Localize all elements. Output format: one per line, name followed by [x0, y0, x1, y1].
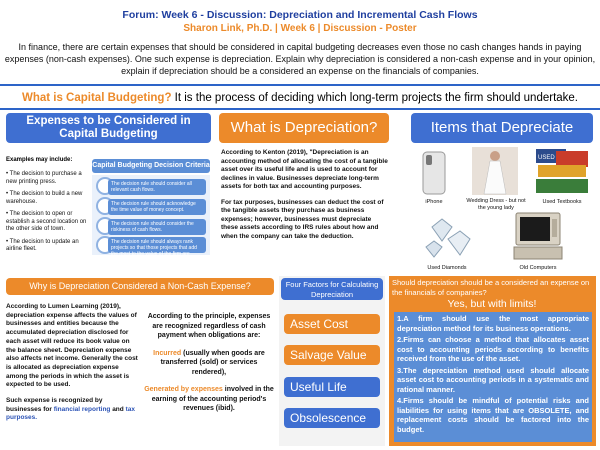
factor-salvage-value: Salvage Value	[284, 345, 380, 365]
diamonds-image	[422, 213, 472, 261]
criteria-item: The decision rule should acknowledge the time value of money concept.	[108, 199, 206, 215]
item-label: Used Diamonds	[427, 265, 467, 271]
generated-text: Generated by expenses involved in the earning of the accounting period's revenues (ibid).	[144, 386, 274, 412]
criteria-item: The decision rule should always rank projects so that those projects that add the most to the value of the firm are ranked highest.	[108, 237, 206, 253]
depreciation-paragraph-1: According to Kenton (2019), "Depreciation is an accounting method of allocating the cost of a tangible asset over its useful life and is used to account for declines in value. Businesses depreciate long-term assets for both tax and accounting purposes.	[221, 149, 388, 190]
expenses-title: Expenses to be Considered in Capital Budgeting	[6, 113, 211, 143]
depreciation-text	[221, 149, 389, 241]
capital-budgeting-question: What is Capital Budgeting?	[21, 92, 172, 104]
capital-budgeting-row	[0, 91, 600, 105]
textbooks-image	[534, 147, 590, 195]
items-title: Items that Depreciate	[411, 113, 593, 143]
examples-label: Examples may include:	[6, 157, 73, 163]
list-item: • The decision to update an airline fleet.	[6, 238, 79, 252]
list-item: • The decision to build a new warehouse.	[6, 191, 83, 205]
factors-title: Four Factors for Calculating Depreciation	[281, 278, 383, 300]
divider	[0, 108, 600, 110]
poster-title: Forum: Week 6 - Discussion: Depreciation and Incremental Cash Flows	[122, 9, 478, 21]
item-label: Old Computers	[519, 265, 557, 271]
item-label: Wedding Dress - but not the young lady	[466, 198, 526, 211]
examples-list	[6, 171, 92, 254]
items-gallery	[402, 147, 598, 275]
wedding-dress-image	[472, 147, 518, 195]
list-item: 2.Firms can choose a method that allocates asset cost to accounting periods according to benefits received from the use of the asset.	[397, 335, 589, 363]
should-answer: Yes, but with limits!	[447, 298, 537, 310]
iphone-image	[422, 151, 446, 195]
intro-text: In finance, there are certain expenses that should be considered in capital budgeting decreases even those no cash changes hands in paying expenses (non-cash expenses). One such expense is depreciation. Explain why depreciation is considered a non-cash expense and in your opinion, explain if depreciation should be a considered an expense on the financials of companies.	[4, 42, 596, 76]
noncash-title: Why is Depreciation Considered a Non-Cash Expense?	[6, 278, 274, 295]
should-points	[397, 314, 589, 434]
noncash-paragraph: According to Lumen Learning (2019), depreciation expense affects the values of businesses and entities because the accumulated depreciation disclosed for each asset will reduce its book value on the balance sheet. Depreciation expense also affects net income. Generally the cost is allocated as depreciation expense among the periods in which the asset is expected to be used.	[6, 303, 138, 389]
financial-reporting-text: financial reporting	[53, 405, 111, 413]
svg-text:USED: USED	[538, 155, 555, 161]
criteria-title: Capital Budgeting Decision Criteria	[92, 159, 210, 173]
list-item: • The decision to open or establish a second location on the other side of town.	[6, 211, 87, 232]
list-item: 3.The depreciation method used should allocate asset cost to accounting periods in a systematic and rational manner.	[397, 365, 589, 394]
incurred-text: Incurred (usually when goods are transferred (sold) or services rendered),	[153, 349, 265, 376]
should-question: Should depreciation should be a considered an expense on the financials of companies?	[392, 278, 590, 297]
principle-text: According to the principle, expenses are recognized regardless of cash payment when obligations are:	[147, 313, 271, 339]
criteria-item: The decision rule should consider all relevant cash flows.	[108, 179, 206, 195]
criteria-panel	[92, 175, 210, 263]
factor-obsolescence: Obsolescence	[284, 408, 380, 428]
divider	[0, 84, 600, 86]
item-label: Used Textbooks	[542, 199, 582, 205]
list-item: • The decision to purchase a new printing press.	[6, 171, 82, 185]
noncash-paragraph-2: Such expense is recognized by businesses for financial reporting and tax purposes.	[6, 397, 135, 422]
criteria-item: The decision rule should consider the riskiness of cash flows.	[108, 219, 206, 235]
noncash-center-text	[144, 312, 274, 414]
author-line: Sharon Link, Ph.D. | Week 6 | Discussion - Poster	[183, 23, 417, 34]
tax-purposes-text: tax purposes.	[6, 405, 135, 422]
capital-budgeting-answer: It is the process of deciding which long-term projects the firm should undertake.	[171, 92, 579, 104]
old-computer-image	[512, 211, 564, 261]
item-label: iPhone	[425, 199, 443, 205]
list-item: 4.Firms should be mindful of potential risks and liabilities for using items that are OBSOLETE, and replacement costs should be factored into the budget.	[397, 396, 589, 434]
depreciation-title: What is Depreciation?	[219, 113, 389, 143]
factor-useful-life: Useful Life	[284, 377, 380, 397]
noncash-left-text	[6, 303, 139, 423]
list-item: 1.A firm should use the most appropriate depreciation method for its business operations.	[397, 314, 589, 333]
depreciation-paragraph-2: For tax purposes, businesses can deduct the cost of the tangible assets they purchase as business expenses; however, businesses must depreciate these assets according to IRS rules about how and when the company can take the deduction.	[221, 198, 384, 240]
factor-asset-cost: Asset Cost	[284, 314, 380, 334]
